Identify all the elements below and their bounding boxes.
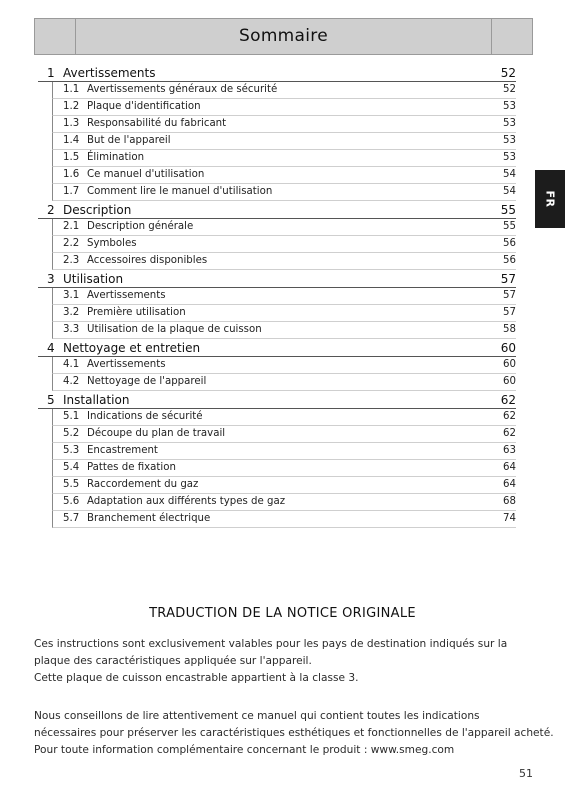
toc-item-label: But de l'appareil bbox=[87, 135, 171, 146]
toc-section-num: 3 bbox=[47, 272, 55, 286]
title-bar bbox=[34, 18, 533, 55]
toc-section-label: Utilisation bbox=[63, 272, 124, 286]
toc-item-num: 1.5 bbox=[63, 152, 80, 163]
toc-item-label: Comment lire le manuel d'utilisation bbox=[87, 186, 273, 197]
toc-item-num: 5.3 bbox=[63, 445, 80, 456]
toc-section-label: Installation bbox=[63, 393, 130, 407]
toc-section-num: 2 bbox=[47, 203, 55, 217]
toc-item-page: 62 bbox=[503, 411, 516, 422]
toc-section-page: 60 bbox=[500, 341, 516, 355]
toc-section-page: 55 bbox=[500, 203, 516, 217]
toc-item-num: 5.1 bbox=[63, 411, 80, 422]
toc-item-page: 68 bbox=[503, 496, 516, 507]
toc-item-row bbox=[52, 82, 516, 99]
toc-item-num: 1.1 bbox=[63, 84, 80, 95]
toc-item-label: Première utilisation bbox=[87, 307, 186, 318]
toc-item-page: 62 bbox=[503, 428, 516, 439]
page-number: 51 bbox=[519, 767, 533, 780]
toc-section-row bbox=[38, 201, 516, 219]
toc-item-num: 1.2 bbox=[63, 101, 80, 112]
toc-item-row bbox=[52, 477, 516, 494]
toc-item-label: Description générale bbox=[87, 221, 194, 232]
toc-item-page: 52 bbox=[503, 84, 516, 95]
toc-section-page: 62 bbox=[500, 393, 516, 407]
toc-section-row bbox=[38, 270, 516, 288]
toc-item-label: Branchement électrique bbox=[87, 513, 211, 524]
toc-item-label: Responsabilité du fabricant bbox=[87, 118, 227, 129]
toc-item-row bbox=[52, 305, 516, 322]
paragraph-line: Pour toute information complémentaire concernant le produit : www.smeg.com bbox=[34, 744, 455, 756]
toc-item-page: 60 bbox=[503, 359, 516, 370]
paragraph-line: Ces instructions sont exclusivement valables pour les pays de destination indiqués sur la bbox=[34, 638, 508, 650]
toc-item-row bbox=[52, 322, 516, 339]
toc-section-row bbox=[38, 339, 516, 357]
toc-item-label: Symboles bbox=[87, 238, 137, 249]
toc-item-row bbox=[52, 133, 516, 150]
toc-section-label: Description bbox=[63, 203, 132, 217]
toc-item-label: Avertissements bbox=[87, 359, 166, 370]
notice-paragraph-1 bbox=[34, 636, 534, 687]
table-of-contents bbox=[38, 64, 516, 528]
toc-item-page: 55 bbox=[503, 221, 516, 232]
toc-section-num: 5 bbox=[47, 393, 55, 407]
toc-item-page: 53 bbox=[503, 101, 516, 112]
notice-heading: TRADUCTION DE LA NOTICE ORIGINALE bbox=[149, 606, 416, 621]
toc-item-row bbox=[52, 511, 516, 528]
toc-item-row bbox=[52, 99, 516, 116]
toc-item-label: Nettoyage de l'appareil bbox=[87, 376, 207, 387]
toc-item-page: 63 bbox=[503, 445, 516, 456]
toc-item-num: 5.5 bbox=[63, 479, 80, 490]
toc-item-label: Utilisation de la plaque de cuisson bbox=[87, 324, 262, 335]
toc-item-page: 56 bbox=[503, 255, 516, 266]
toc-item-page: 53 bbox=[503, 118, 516, 129]
toc-section-row bbox=[38, 391, 516, 409]
toc-item-row bbox=[52, 167, 516, 184]
toc-item-num: 1.4 bbox=[63, 135, 80, 146]
toc-section-num: 4 bbox=[47, 341, 55, 355]
toc-item-page: 53 bbox=[503, 152, 516, 163]
toc-section-page: 57 bbox=[500, 272, 516, 286]
paragraph-line: plaque des caractéristiques appliquée sur l'appareil. bbox=[34, 655, 312, 667]
toc-item-num: 2.1 bbox=[63, 221, 80, 232]
paragraph-line: nécessaires pour préserver les caractéristiques esthétiques et fonctionnelles de l'appareil acheté. bbox=[34, 727, 554, 739]
toc-section-label: Avertissements bbox=[63, 66, 156, 80]
toc-section-page: 52 bbox=[500, 66, 516, 80]
toc-item-num: 1.6 bbox=[63, 169, 80, 180]
toc-item-num: 5.6 bbox=[63, 496, 80, 507]
language-tab-label: FR bbox=[543, 190, 557, 208]
toc-item-row bbox=[52, 443, 516, 460]
toc-item-page: 58 bbox=[503, 324, 516, 335]
toc-item-label: Avertissements bbox=[87, 290, 166, 301]
toc-item-num: 1.7 bbox=[63, 186, 80, 197]
toc-item-num: 2.2 bbox=[63, 238, 80, 249]
toc-item-row bbox=[52, 409, 516, 426]
toc-item-label: Adaptation aux différents types de gaz bbox=[87, 496, 286, 507]
toc-item-row bbox=[52, 288, 516, 305]
toc-item-label: Encastrement bbox=[87, 445, 158, 456]
toc-item-label: Raccordement du gaz bbox=[87, 479, 199, 490]
toc-item-row bbox=[52, 357, 516, 374]
toc-item-label: Pattes de fixation bbox=[87, 462, 176, 473]
toc-item-page: 57 bbox=[503, 290, 516, 301]
toc-item-row bbox=[52, 150, 516, 167]
toc-item-row bbox=[52, 184, 516, 201]
toc-item-page: 64 bbox=[503, 462, 516, 473]
toc-item-page: 56 bbox=[503, 238, 516, 249]
toc-item-row bbox=[52, 253, 516, 270]
toc-item-label: Avertissements généraux de sécurité bbox=[87, 84, 278, 95]
toc-item-num: 5.4 bbox=[63, 462, 80, 473]
toc-item-num: 4.1 bbox=[63, 359, 80, 370]
toc-item-num: 3.2 bbox=[63, 307, 80, 318]
toc-item-label: Plaque d'identification bbox=[87, 101, 201, 112]
toc-item-page: 64 bbox=[503, 479, 516, 490]
toc-item-row bbox=[52, 219, 516, 236]
toc-item-page: 74 bbox=[503, 513, 516, 524]
toc-item-num: 4.2 bbox=[63, 376, 80, 387]
toc-item-num: 5.7 bbox=[63, 513, 80, 524]
toc-item-page: 54 bbox=[503, 169, 516, 180]
paragraph-line: Nous conseillons de lire attentivement ce manuel qui contient toutes les indications bbox=[34, 710, 480, 722]
language-tab bbox=[535, 170, 565, 228]
toc-item-num: 2.3 bbox=[63, 255, 80, 266]
toc-item-num: 1.3 bbox=[63, 118, 80, 129]
toc-item-label: Élimination bbox=[87, 152, 145, 163]
toc-item-label: Découpe du plan de travail bbox=[87, 428, 226, 439]
toc-item-row bbox=[52, 236, 516, 253]
toc-section-label: Nettoyage et entretien bbox=[63, 341, 201, 355]
notice-paragraph-2 bbox=[34, 708, 554, 759]
toc-item-row bbox=[52, 426, 516, 443]
toc-item-row bbox=[52, 460, 516, 477]
toc-item-page: 53 bbox=[503, 135, 516, 146]
paragraph-line: Cette plaque de cuisson encastrable appartient à la classe 3. bbox=[34, 672, 359, 684]
toc-section-row bbox=[38, 64, 516, 82]
toc-item-row bbox=[52, 494, 516, 511]
toc-item-num: 3.3 bbox=[63, 324, 80, 335]
toc-item-page: 54 bbox=[503, 186, 516, 197]
toc-item-num: 5.2 bbox=[63, 428, 80, 439]
toc-item-row bbox=[52, 374, 516, 391]
toc-item-page: 60 bbox=[503, 376, 516, 387]
toc-section-num: 1 bbox=[47, 66, 55, 80]
toc-item-label: Accessoires disponibles bbox=[87, 255, 208, 266]
toc-item-page: 57 bbox=[503, 307, 516, 318]
toc-item-row bbox=[52, 116, 516, 133]
toc-item-label: Ce manuel d'utilisation bbox=[87, 169, 205, 180]
toc-item-label: Indications de sécurité bbox=[87, 411, 203, 422]
page-title: Sommaire bbox=[239, 26, 328, 46]
toc-item-num: 3.1 bbox=[63, 290, 80, 301]
